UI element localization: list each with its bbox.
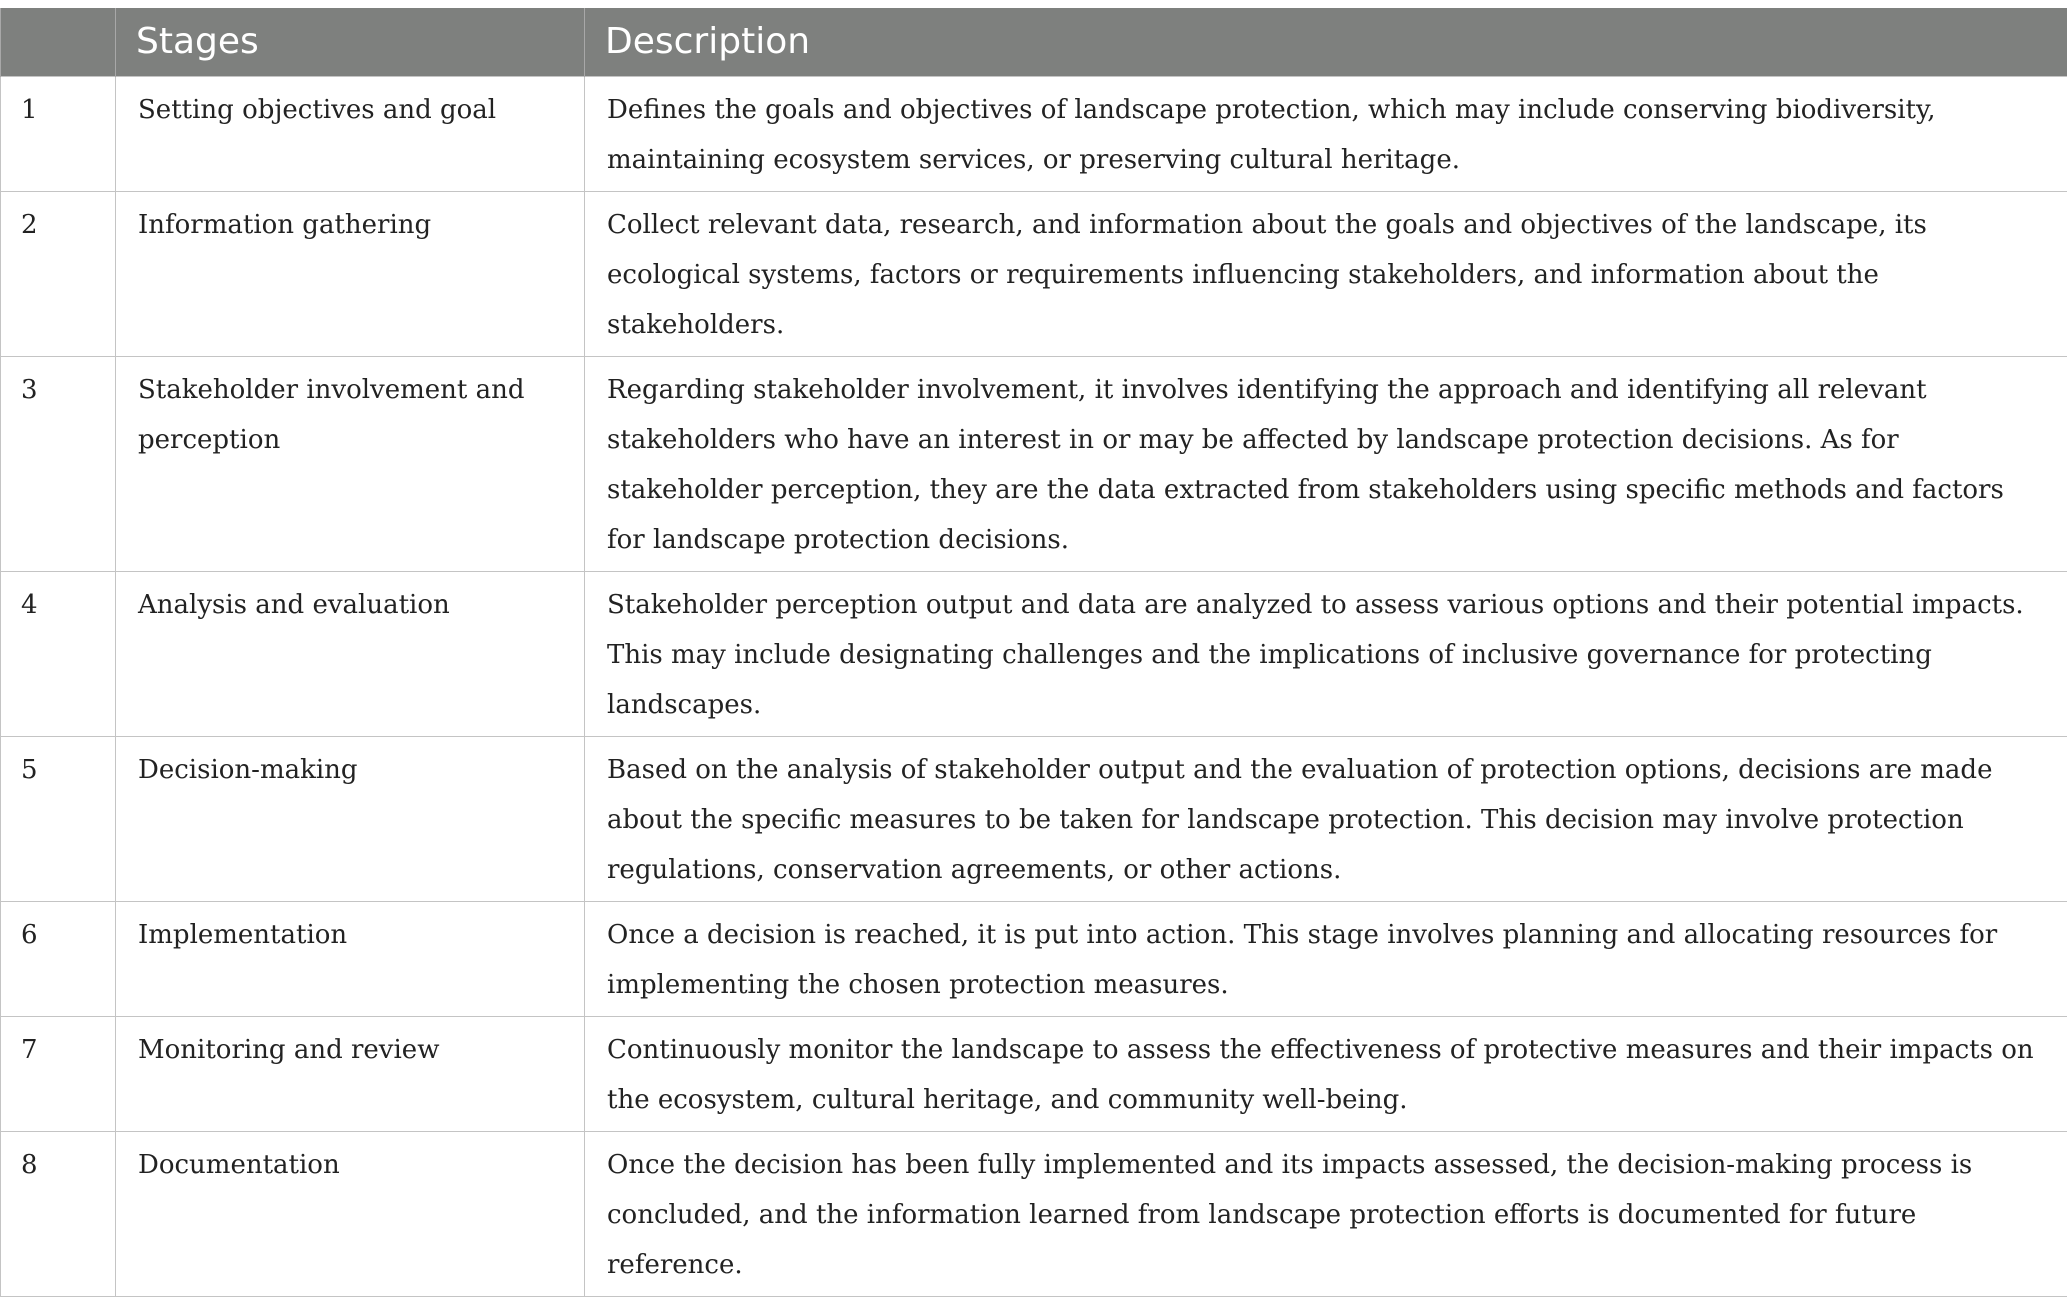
- table-row: [1, 76, 2067, 191]
- table-row: [1, 191, 2067, 356]
- row-stage: Setting objectives and goal: [116, 76, 585, 191]
- row-stage: Stakeholder involvement and perception: [116, 356, 585, 571]
- table-row: [1, 1016, 2067, 1131]
- row-stage: Information gathering: [116, 191, 585, 356]
- row-stage: Documentation: [116, 1131, 585, 1296]
- header-row: [1, 8, 2067, 76]
- table-row: [1, 736, 2067, 901]
- row-description: Collect relevant data, research, and information about the goals and objectives of the landscape, its ecological systems, factors or requirements influencing stakeholders, and information about the stakeholders.: [585, 191, 2067, 356]
- row-number: 2: [1, 191, 116, 356]
- table-row: [1, 901, 2067, 1016]
- row-number: 8: [1, 1131, 116, 1296]
- stages-table-container: [0, 8, 2067, 1297]
- row-stage: Decision-making: [116, 736, 585, 901]
- header-number: [1, 8, 116, 76]
- row-number: 7: [1, 1016, 116, 1131]
- table-row: [1, 1131, 2067, 1296]
- table-body: [1, 76, 2067, 1296]
- row-description: Regarding stakeholder involvement, it involves identifying the approach and identifying all relevant stakeholders who have an interest in or may be affected by landscape protection decisions. As for stakeholder perception, they are the data extracted from stakeholders using specific methods and factors for landscape protection decisions.: [585, 356, 2067, 571]
- row-stage: Analysis and evaluation: [116, 571, 585, 736]
- header-description: Description: [585, 8, 2067, 76]
- row-number: 6: [1, 901, 116, 1016]
- row-stage: Monitoring and review: [116, 1016, 585, 1131]
- row-description: Stakeholder perception output and data are analyzed to assess various options and their potential impacts. This may include designating challenges and the implications of inclusive governance for protecting landscapes.: [585, 571, 2067, 736]
- row-number: 4: [1, 571, 116, 736]
- row-description: Once a decision is reached, it is put into action. This stage involves planning and allocating resources for implementing the chosen protection measures.: [585, 901, 2067, 1016]
- row-number: 1: [1, 76, 116, 191]
- table-row: [1, 356, 2067, 571]
- row-stage: Implementation: [116, 901, 585, 1016]
- stages-table: [0, 8, 2067, 1297]
- row-number: 3: [1, 356, 116, 571]
- table-header: [1, 8, 2067, 76]
- row-number: 5: [1, 736, 116, 901]
- header-stages: Stages: [116, 8, 585, 76]
- row-description: Continuously monitor the landscape to assess the effectiveness of protective measures and their impacts on the ecosystem, cultural heritage, and community well-being.: [585, 1016, 2067, 1131]
- row-description: Once the decision has been fully implemented and its impacts assessed, the decision-making process is concluded, and the information learned from landscape protection efforts is documented for future reference.: [585, 1131, 2067, 1296]
- table-row: [1, 571, 2067, 736]
- row-description: Defines the goals and objectives of landscape protection, which may include conserving biodiversity, maintaining ecosystem services, or preserving cultural heritage.: [585, 76, 2067, 191]
- row-description: Based on the analysis of stakeholder output and the evaluation of protection options, decisions are made about the specific measures to be taken for landscape protection. This decision may involve protection regulations, conservation agreements, or other actions.: [585, 736, 2067, 901]
